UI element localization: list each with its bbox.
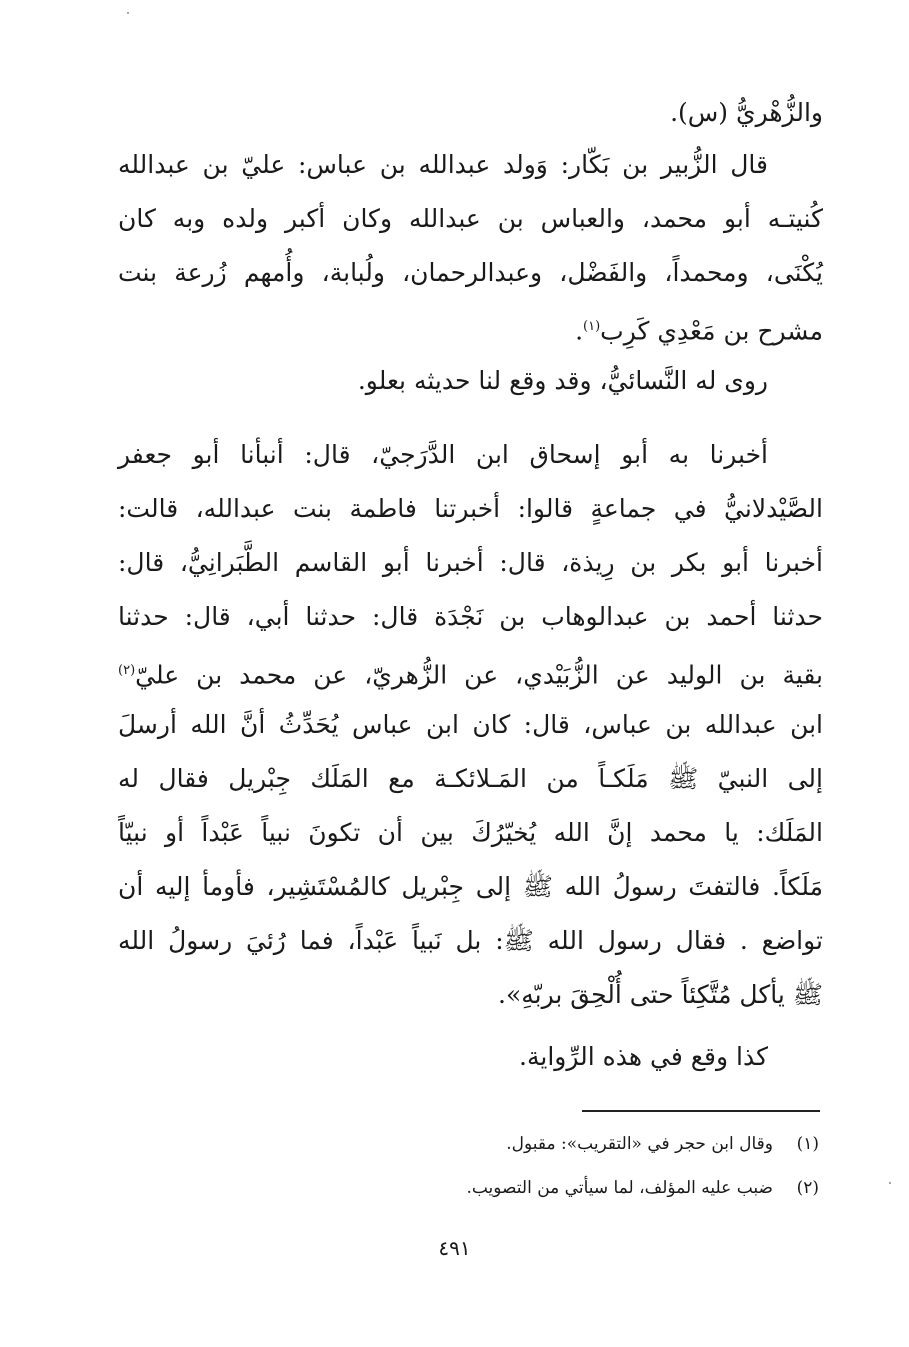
text-line: مَلَكاً. فالتفتَ رسولُ الله ﷺ إلى جِبْريل كالمُسْتَشِير، فأومأ إليه أن (118, 872, 823, 901)
footnote-ref: (٢) (118, 663, 136, 678)
footnote-ref: (١) (583, 319, 601, 334)
text-line: تواضع . فقال رسول الله ﷺ: بل نَبياً عَبْداً، فما رُئيَ رسولُ الله (118, 926, 823, 955)
text-line: يُكْنَى، ومحمداً، والفَضْل، وعبدالرحمان، ولُبابة، وأُمهم زُرعة بنت (118, 258, 823, 287)
text-line: ﷺ يأكل مُتَّكِئاً حتى أُلْحِقَ بربّهِ». (498, 980, 823, 1009)
text-fragment: بقية بن الوليد عن الزُّبَيْدي، عن الزُّهريّ، عن محمد بن عليّ (135, 660, 823, 690)
footnote-text: ضبب عليه المؤلف، لما سيأتي من التصويب. (466, 1178, 773, 1198)
footnote (219, 1132, 819, 1156)
text-line: كذا وقع في هذه الرِّواية. (519, 1042, 768, 1071)
text-line: روى له النَّسائيُّ، وقد وقع لنا حديثه بعلو. (357, 366, 768, 395)
footnote-number: (٢) (796, 1178, 819, 1198)
text-line: أخبرنا به أبو إسحاق ابن الدَّرَجيّ، قال: أنبأنا أبو جعفر (118, 440, 768, 469)
text-line: المَلَك: يا محمد إنَّ الله يُخيّرُكَ بين أن تكونَ نبياً عَبْداً أو نبيّاً (118, 818, 823, 847)
text-line (118, 654, 823, 692)
text-line: ابن عبدالله بن عباس، قال: كان ابن عباس يُحَدِّثُ أنَّ الله أرسلَ (118, 710, 823, 739)
footnote-separator (582, 1110, 820, 1112)
text-line: الصَّيْدلانيُّ في جماعةٍ قالوا: أخبرتنا فاطمة بنت عبدالله، قالت: (118, 494, 823, 523)
page-number: ٤٩١ (438, 1236, 471, 1260)
text-fragment: . (575, 316, 584, 346)
text-line (118, 310, 823, 348)
text-line: قال الزُّبير بن بَكّار: وَولد عبدالله بن عباس: عليّ بن عبدالله (118, 150, 768, 179)
text-line: أخبرنا أبو بكر بن رِيذة، قال: أخبرنا أبو القاسم الطَّبَرانِيُّ، قال: (118, 548, 823, 577)
text-line: والزُّهْريُّ (س). (670, 98, 823, 127)
footnote-text: وقال ابن حجر في «التقريب»: مقبول. (506, 1134, 773, 1154)
scan-speck (889, 1182, 891, 1184)
scan-speck (127, 12, 129, 14)
footnote (219, 1176, 819, 1200)
text-fragment: مشرح بن مَعْدِي كَرِب (600, 316, 823, 346)
footnote-number: (١) (796, 1134, 819, 1154)
text-line: حدثنا أحمد بن عبدالوهاب بن نَجْدَة قال: حدثنا أبي، قال: حدثنا (118, 602, 823, 631)
text-line: إلى النبيّ ﷺ مَلَكـاً من المَـلائكـة مع المَلَك جِبْريل فقال له (118, 764, 823, 793)
text-line: كُنيتـه أبو محمد، والعباس بن عبدالله وكان أكبر ولده وبه كان (118, 204, 823, 233)
